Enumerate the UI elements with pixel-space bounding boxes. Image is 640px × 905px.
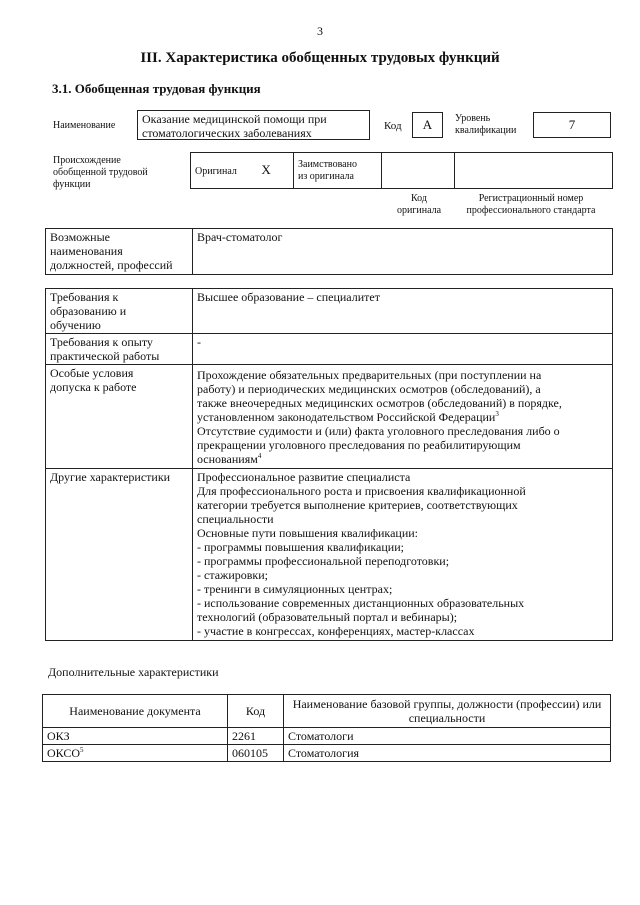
origin-original-cell	[191, 153, 294, 189]
other-label: Другие характеристики	[46, 469, 193, 641]
level-label-line-1: Уровень	[455, 113, 491, 124]
code-original-cell	[382, 153, 455, 189]
origin-label-line-1: Происхождение	[53, 155, 121, 166]
experience-label	[46, 334, 193, 365]
positions-label-line-2: наименования	[50, 244, 123, 258]
level-label-line-2: квалификации	[455, 125, 517, 136]
other-line: технологий (образовательный портал и вебинары);	[197, 610, 458, 624]
level-label	[455, 113, 516, 137]
admission-line: также внеочередных медицинских осмотров (обследований) в порядке,	[197, 396, 562, 410]
positions-label-line-3: должностей, профессий	[50, 258, 173, 272]
reg-number-caption	[447, 193, 615, 217]
education-label-line-1: Требования к	[50, 290, 119, 304]
admission-line: установленном законодательством Российской Федерации$^3$	[197, 410, 499, 424]
gtf-name-box	[137, 110, 370, 140]
code-original-line-2: оригинала	[396, 205, 442, 216]
table-row	[43, 745, 611, 762]
sub-title: 3.1. Обобщенная трудовая функция	[52, 81, 261, 96]
admission-value	[193, 365, 613, 469]
code-value: A	[412, 112, 443, 138]
positions-label	[46, 229, 193, 275]
other-line: - программы повышения квалификации;	[197, 540, 404, 554]
admission-label-line-1: Особые условия	[50, 366, 134, 380]
footnote-3: 3	[495, 410, 499, 418]
page-number: 3	[317, 24, 323, 38]
level-value: 7	[533, 112, 611, 138]
other-line: Для профессионального роста и присвоения квалификационной	[197, 484, 526, 498]
borrowed-cell	[294, 153, 382, 189]
other-line: - участие в конгрессах, конференциях, мастер-классах	[197, 624, 475, 638]
other-line: специальности	[197, 512, 274, 526]
reg-number-line-2: профессионального стандарта	[466, 205, 596, 216]
origin-label	[53, 155, 148, 191]
positions-table	[45, 228, 613, 275]
admission-line: Отсутствие судимости и (или) факта уголовного преследования либо о	[197, 424, 560, 438]
other-line: - использование современных дистанционных образовательных	[197, 596, 525, 610]
table-row	[43, 728, 611, 745]
origin-label-line-2: обобщенной трудовой	[53, 167, 148, 178]
row-name: Стоматологи	[284, 728, 611, 745]
other-line: Профессиональное развитие специалиста	[197, 470, 411, 484]
row-doc: ОКЗ	[43, 728, 228, 745]
row-code: 060105	[228, 745, 284, 762]
gtf-name-line-2: стоматологических заболеваниях	[142, 126, 312, 140]
other-line: Основные пути повышения квалификации:	[197, 526, 419, 540]
admission-line: Прохождение обязательных предварительных (при поступлении на	[197, 368, 542, 382]
origin-label-line-3: функции	[53, 179, 91, 190]
original-mark: X	[261, 161, 271, 177]
education-label	[46, 289, 193, 334]
other-line: - тренинги в симуляционных центрах;	[197, 582, 393, 596]
borrowed-label-line-1: Заимствовано	[298, 158, 357, 170]
admission-line: прекращении уголовного преследования по реабилитирующим	[197, 438, 521, 452]
positions-value: Врач-стоматолог	[193, 229, 613, 275]
row-doc: ОКСО$^5$	[43, 745, 228, 762]
additional-title: Дополнительные характеристики	[48, 665, 219, 679]
other-line: категории требуется выполнение критериев, соответствующих	[197, 498, 518, 512]
admission-line: основаниям$^4$	[197, 452, 262, 466]
other-value	[193, 469, 613, 641]
requirements-table	[45, 288, 613, 641]
section-title: III. Характеристика обобщенных трудовых функций	[140, 50, 500, 66]
footnote-5: 5	[80, 746, 84, 754]
experience-label-line-2: практической работы	[50, 349, 160, 363]
education-value: Высшее образование – специалитет	[193, 289, 613, 334]
row-code: 2261	[228, 728, 284, 745]
additional-table	[42, 694, 611, 762]
original-label: Оригинал	[195, 165, 237, 177]
admission-line: работу) и периодических медицинских осмотров (обследований), а	[197, 382, 541, 396]
header-group-name: Наименование базовой группы, должности (профессии) или специальности	[284, 695, 611, 728]
admission-label	[46, 365, 193, 469]
other-line: - программы профессиональной переподготовки;	[197, 554, 450, 568]
code-label: Код	[384, 120, 402, 132]
reg-number-cell	[455, 153, 613, 189]
other-line: - стажировки;	[197, 568, 269, 582]
gtf-name-line-1: Оказание медицинской помощи при	[142, 112, 327, 126]
code-original-line-1: Код	[411, 193, 427, 204]
positions-label-line-1: Возможные	[50, 230, 110, 244]
borrowed-label-line-2: из оригинала	[298, 170, 354, 182]
experience-label-line-1: Требования к опыту	[50, 335, 153, 349]
experience-value: -	[193, 334, 613, 365]
code-original-caption	[383, 193, 455, 217]
education-label-line-3: обучению	[50, 318, 101, 332]
header-document: Наименование документа	[43, 695, 228, 728]
name-label: Наименование	[53, 120, 116, 131]
origin-table	[190, 152, 613, 189]
reg-number-line-1: Регистрационный номер	[478, 193, 584, 204]
header-code: Код	[228, 695, 284, 728]
footnote-4: 4	[257, 452, 262, 460]
education-label-line-2: образованию и	[50, 304, 127, 318]
row-name: Стоматология	[284, 745, 611, 762]
admission-label-line-2: допуска к работе	[50, 380, 137, 394]
